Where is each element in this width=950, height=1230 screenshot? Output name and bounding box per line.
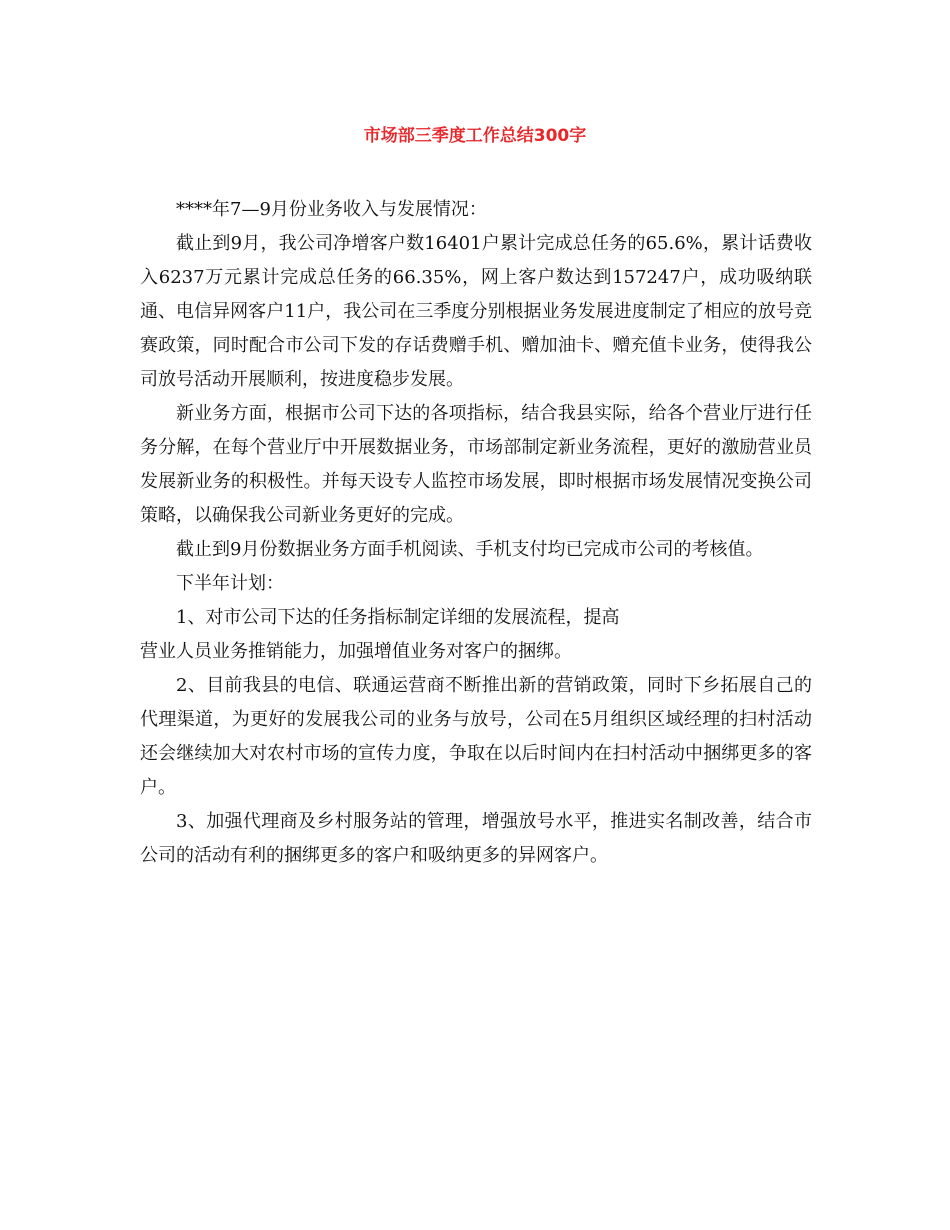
- paragraph-data-business: 截止到9月份数据业务方面手机阅读、手机支付均已完成市公司的考核值。: [176, 539, 764, 560]
- paragraph-plan-item-3: 3、加强代理商及乡村服务站的管理，增强放号水平，推进实名制改善，结合市公司的活动有利的捆绑更多的客户和吸纳更多的异网客户。: [140, 811, 812, 866]
- paragraph-new-business: 新业务方面，根据市公司下达的各项指标，结合我县实际，给各个营业厅进行任务分解，在每个营业厅中开展数据业务，市场部制定新业务流程，更好的激励营业员发展新业务的积极性。并每天设专人监控市场发展，即时根据市场发展情况变换公司策略，以确保我公司新业务更好的完成。: [140, 403, 812, 526]
- paragraph-plan-item-1-continued: 营业人员业务推销能力，加强增值业务对客户的捆绑。: [140, 641, 572, 662]
- paragraph-plan-item-1: 1、对市公司下达的任务指标制定详细的发展流程，提高: [176, 607, 620, 628]
- paragraph-customer-growth: 截止到9月，我公司净增客户数16401户累计完成总任务的65.6%，累计话费收入6237万元累计完成总任务的66.35%，网上客户数达到157247户，成功吸纳联通、电信异网客户11户，我公司在三季度分别根据业务发展进度制定了相应的放号竞赛政策，同时配合市公司下发的存话费赠手机、赠加油卡、赠充值卡业务，使得我公司放号活动开展顺利，按进度稳步发展。: [140, 233, 812, 390]
- paragraph-plan-heading: 下半年计划：: [176, 573, 284, 594]
- document-title: 市场部三季度工作总结300字: [363, 126, 587, 146]
- document-body: [140, 193, 812, 873]
- paragraph-period-heading: ****年7—9月份业务收入与发展情况：: [176, 199, 487, 220]
- paragraph-plan-item-2: 2、目前我县的电信、联通运营商不断推出新的营销政策，同时下乡拓展自己的代理渠道，为更好的发展我公司的业务与放号，公司在5月组织区域经理的扫村活动还会继续加大对农村市场的宣传力度，争取在以后时间内在扫村活动中捆绑更多的客户。: [140, 675, 812, 798]
